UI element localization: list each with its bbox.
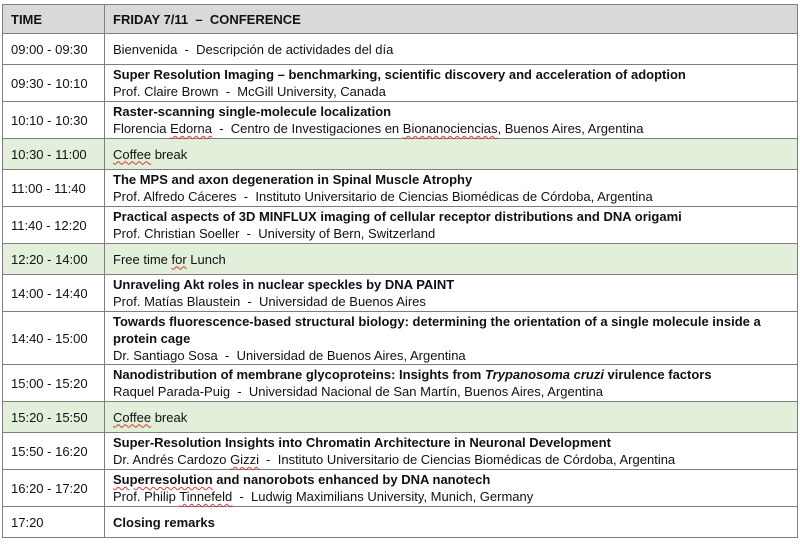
- talk-speaker: Florencia Edorna - Centro de Investigaciones en Bionanociencias, Buenos Aires, Argentina: [113, 121, 644, 136]
- time-cell: 09:30 - 10:10: [3, 65, 105, 102]
- talk-title: Nanodistribution of membrane glycoproteins: Insights from Trypanosoma cruzi virulence factors: [113, 367, 712, 382]
- break-row: [3, 402, 798, 433]
- talk-speaker: Raquel Parada-Puig - Universidad Nacional de San Martín, Buenos Aires, Argentina: [113, 384, 603, 399]
- talk-speaker: Dr. Andrés Cardozo Gizzi - Instituto Universitario de Ciencias Biomédicas de Córdoba, Argentina: [113, 452, 676, 467]
- spellcheck-mark: Superresolution: [113, 472, 213, 487]
- talk-title: Super-Resolution Insights into Chromatin Architecture in Neuronal Development: [113, 435, 611, 450]
- spellcheck-mark: Tinnefeld: [179, 489, 233, 504]
- schedule-row: [3, 365, 798, 402]
- time-cell: 15:20 - 15:50: [3, 402, 105, 433]
- talk-cell: [105, 470, 798, 507]
- talk-speaker: Prof. Matías Blaustein - Universidad de Buenos Aires: [113, 294, 426, 309]
- talk-speaker: Prof. Alfredo Cáceres - Instituto Universitario de Ciencias Biomédicas de Córdoba, Argentina: [113, 189, 653, 204]
- conference-schedule-table: [2, 4, 798, 538]
- talk-speaker: Prof. Claire Brown - McGill University, Canada: [113, 84, 386, 99]
- schedule-row: [3, 275, 798, 312]
- time-cell: 15:00 - 15:20: [3, 365, 105, 402]
- header-day: FRIDAY 7/11 – CONFERENCE: [105, 5, 798, 34]
- talk-cell: [105, 275, 798, 312]
- schedule-row: [3, 207, 798, 244]
- break-cell: Free time for Lunch: [105, 244, 798, 275]
- talk-speaker: Dr. Santiago Sosa - Universidad de Buenos Aires, Argentina: [113, 347, 466, 363]
- talk-speaker: Prof. Philip Tinnefeld - Ludwig Maximilians University, Munich, Germany: [113, 489, 534, 504]
- talk-title: Unraveling Akt roles in nuclear speckles by DNA PAINT: [113, 277, 455, 292]
- break-row: [3, 139, 798, 170]
- spellcheck-mark: Coffee: [113, 409, 152, 425]
- header-row: [3, 5, 798, 34]
- time-cell: 17:20: [3, 507, 105, 538]
- break-cell: Coffee break: [105, 402, 798, 433]
- talk-title: Towards fluorescence-based structural biology: determining the orientation of a single molecule inside a protein cage: [113, 313, 761, 346]
- talk-cell: [105, 433, 798, 470]
- spellcheck-mark: for: [171, 251, 187, 267]
- spellcheck-mark: Coffee: [113, 146, 152, 162]
- spellcheck-mark: Edorna: [170, 121, 212, 136]
- schedule-row: [3, 102, 798, 139]
- time-cell: 14:00 - 14:40: [3, 275, 105, 312]
- species-name: Trypanosoma cruzi: [484, 367, 604, 382]
- header-time: TIME: [3, 5, 105, 34]
- talk-cell: [105, 170, 798, 207]
- break-row: [3, 244, 798, 275]
- closing-cell: [105, 507, 798, 538]
- closing-title: Closing remarks: [113, 514, 215, 530]
- time-cell: 11:40 - 12:20: [3, 207, 105, 244]
- talk-cell: [105, 65, 798, 102]
- schedule-row: [3, 507, 798, 538]
- talk-title: Practical aspects of 3D MINFLUX imaging of cellular receptor distributions and DNA origami: [113, 209, 682, 224]
- schedule-row: [3, 170, 798, 207]
- time-cell: 10:10 - 10:30: [3, 102, 105, 139]
- talk-cell: [105, 207, 798, 244]
- talk-title: The MPS and axon degeneration in Spinal Muscle Atrophy: [113, 172, 473, 187]
- schedule-row: [3, 34, 798, 65]
- break-cell: Coffee break: [105, 139, 798, 170]
- description-cell: Bienvenida - Descripción de actividades del día: [105, 34, 798, 65]
- talk-cell: [105, 365, 798, 402]
- spellcheck-mark: Gizzi: [230, 452, 259, 467]
- time-cell: 15:50 - 16:20: [3, 433, 105, 470]
- talk-title: Super Resolution Imaging – benchmarking, scientific discovery and acceleration of adoption: [113, 67, 686, 82]
- time-cell: 16:20 - 17:20: [3, 470, 105, 507]
- schedule-row: [3, 433, 798, 470]
- talk-title: Raster-scanning single-molecule localization: [113, 104, 392, 119]
- time-cell: 11:00 - 11:40: [3, 170, 105, 207]
- schedule-row: [3, 312, 798, 365]
- time-cell: 14:40 - 15:00: [3, 312, 105, 365]
- time-cell: 12:20 - 14:00: [3, 244, 105, 275]
- talk-cell: [105, 102, 798, 139]
- talk-title: Superresolution and nanorobots enhanced by DNA nanotech: [113, 472, 491, 487]
- schedule-row: [3, 65, 798, 102]
- schedule-row: [3, 470, 798, 507]
- talk-cell: [105, 312, 798, 365]
- spellcheck-mark: Bionanociencias: [402, 121, 498, 136]
- time-cell: 09:00 - 09:30: [3, 34, 105, 65]
- talk-speaker: Prof. Christian Soeller - University of Bern, Switzerland: [113, 226, 436, 241]
- time-cell: 10:30 - 11:00: [3, 139, 105, 170]
